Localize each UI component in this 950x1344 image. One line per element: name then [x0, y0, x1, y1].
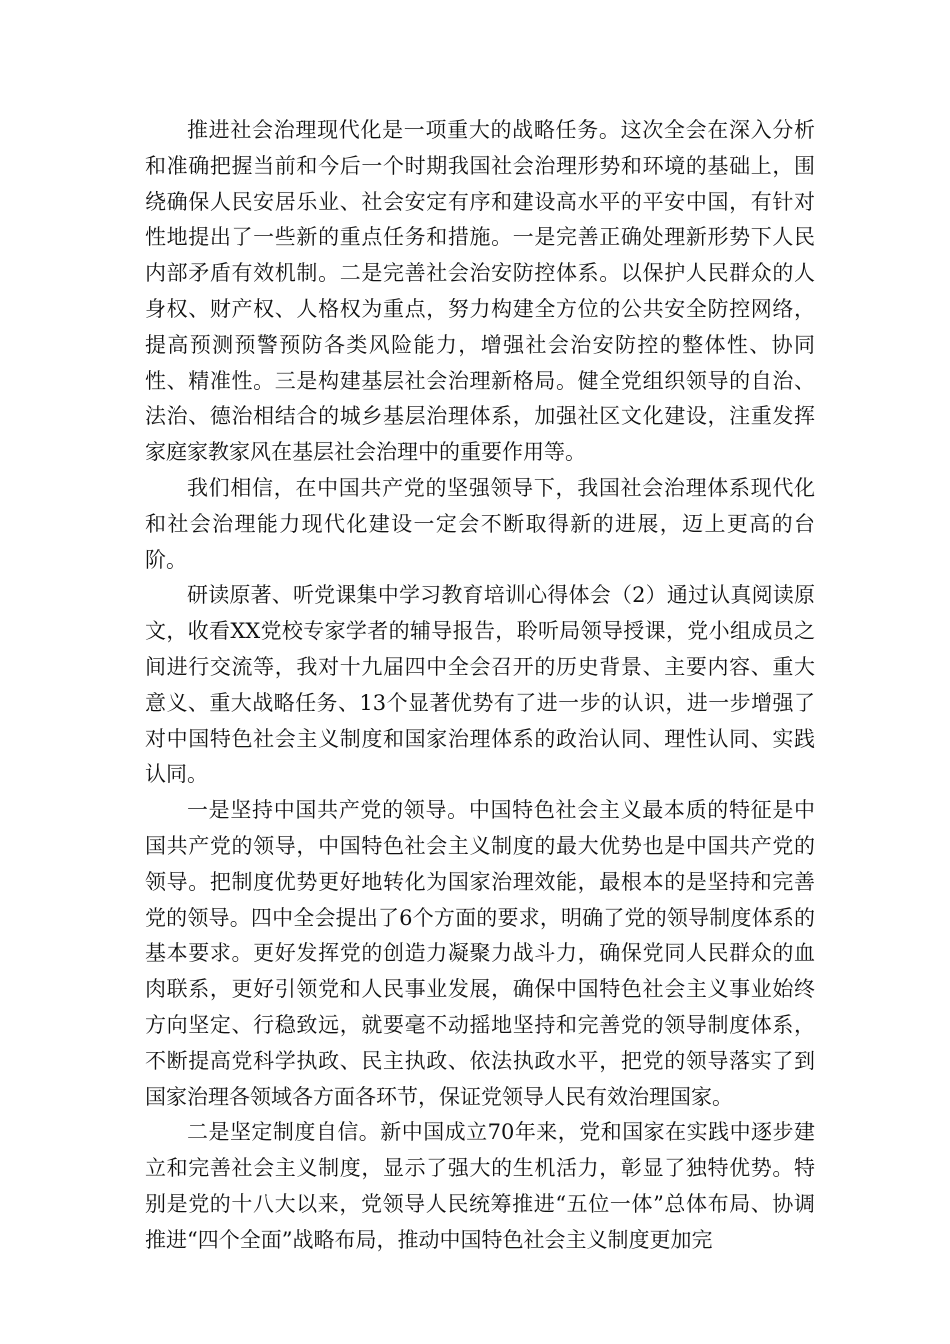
- paragraph-study-experience: 研读原著、听党课集中学习教育培训心得体会（2）通过认真阅读原文，收看XX党校专家学者的辅导报告，聆听局领导授课，党小组成员之间进行交流等，我对十九届四中全会召开的历史背景、主要内容、重大意义、重大战略任务、13个显著优势有了进一步的认识，进一步增强了对中国特色社会主义制度和国家治理体系的政治认同、理性认同、实践认同。: [145, 583, 815, 787]
- paragraph-social-governance: 推进社会治理现代化是一项重大的战略任务。这次全会在深入分析和准确把握当前和今后一个时期我国社会治理形势和环境的基础上，围绕确保人民安居乐业、社会安定有序和建设高水平的平安中国，有针对性地提出了一些新的重点任务和措施。一是完善正确处理新形势下人民内部矛盾有效机制。二是完善社会治安防控体系。以保护人民群众的人身权、财产权、人格权为重点，努力构建全方位的公共安全防控网络，提高预测预警预防各类风险能力，增强社会治安防控的整体性、协同性、精准性。三是构建基层社会治理新格局。健全党组织领导的自治、法治、德治相结合的城乡基层治理体系，加强社区文化建设，注重发挥家庭家教家风在基层社会治理中的重要作用等。: [145, 118, 815, 465]
- paragraph-confidence: 我们相信，在中国共产党的坚强领导下，我国社会治理体系现代化和社会治理能力现代化建设一定会不断取得新的进展，迈上更高的台阶。: [145, 475, 815, 572]
- paragraph-party-leadership: 一是坚持中国共产党的领导。中国特色社会主义最本质的特征是中国共产党的领导，中国特色社会主义制度的最大优势也是中国共产党的领导。把制度优势更好地转化为国家治理效能，最根本的是坚持和完善党的领导。四中全会提出了6个方面的要求，明确了党的领导制度体系的基本要求。更好发挥党的创造力凝聚力战斗力，确保党同人民群众的血肉联系，更好引领党和人民事业发展，确保中国特色社会主义事业始终方向坚定、行稳致远，就要毫不动摇地坚持和完善党的领导制度体系，不断提高党科学执政、民主执政、依法执政水平，把党的领导落实了到国家治理各领域各方面各环节，保证党领导人民有效治理国家。: [145, 798, 815, 1109]
- paragraph-system-confidence: 二是坚定制度自信。新中国成立70年来，党和国家在实践中逐步建立和完善社会主义制度，显示了强大的生机活力，彰显了独特优势。特别是党的十八大以来，党领导人民统筹推进“五位一体”总体布局、协调推进“四个全面”战略布局，推动中国特色社会主义制度更加完: [145, 1120, 815, 1252]
- document-body: [145, 113, 815, 1259]
